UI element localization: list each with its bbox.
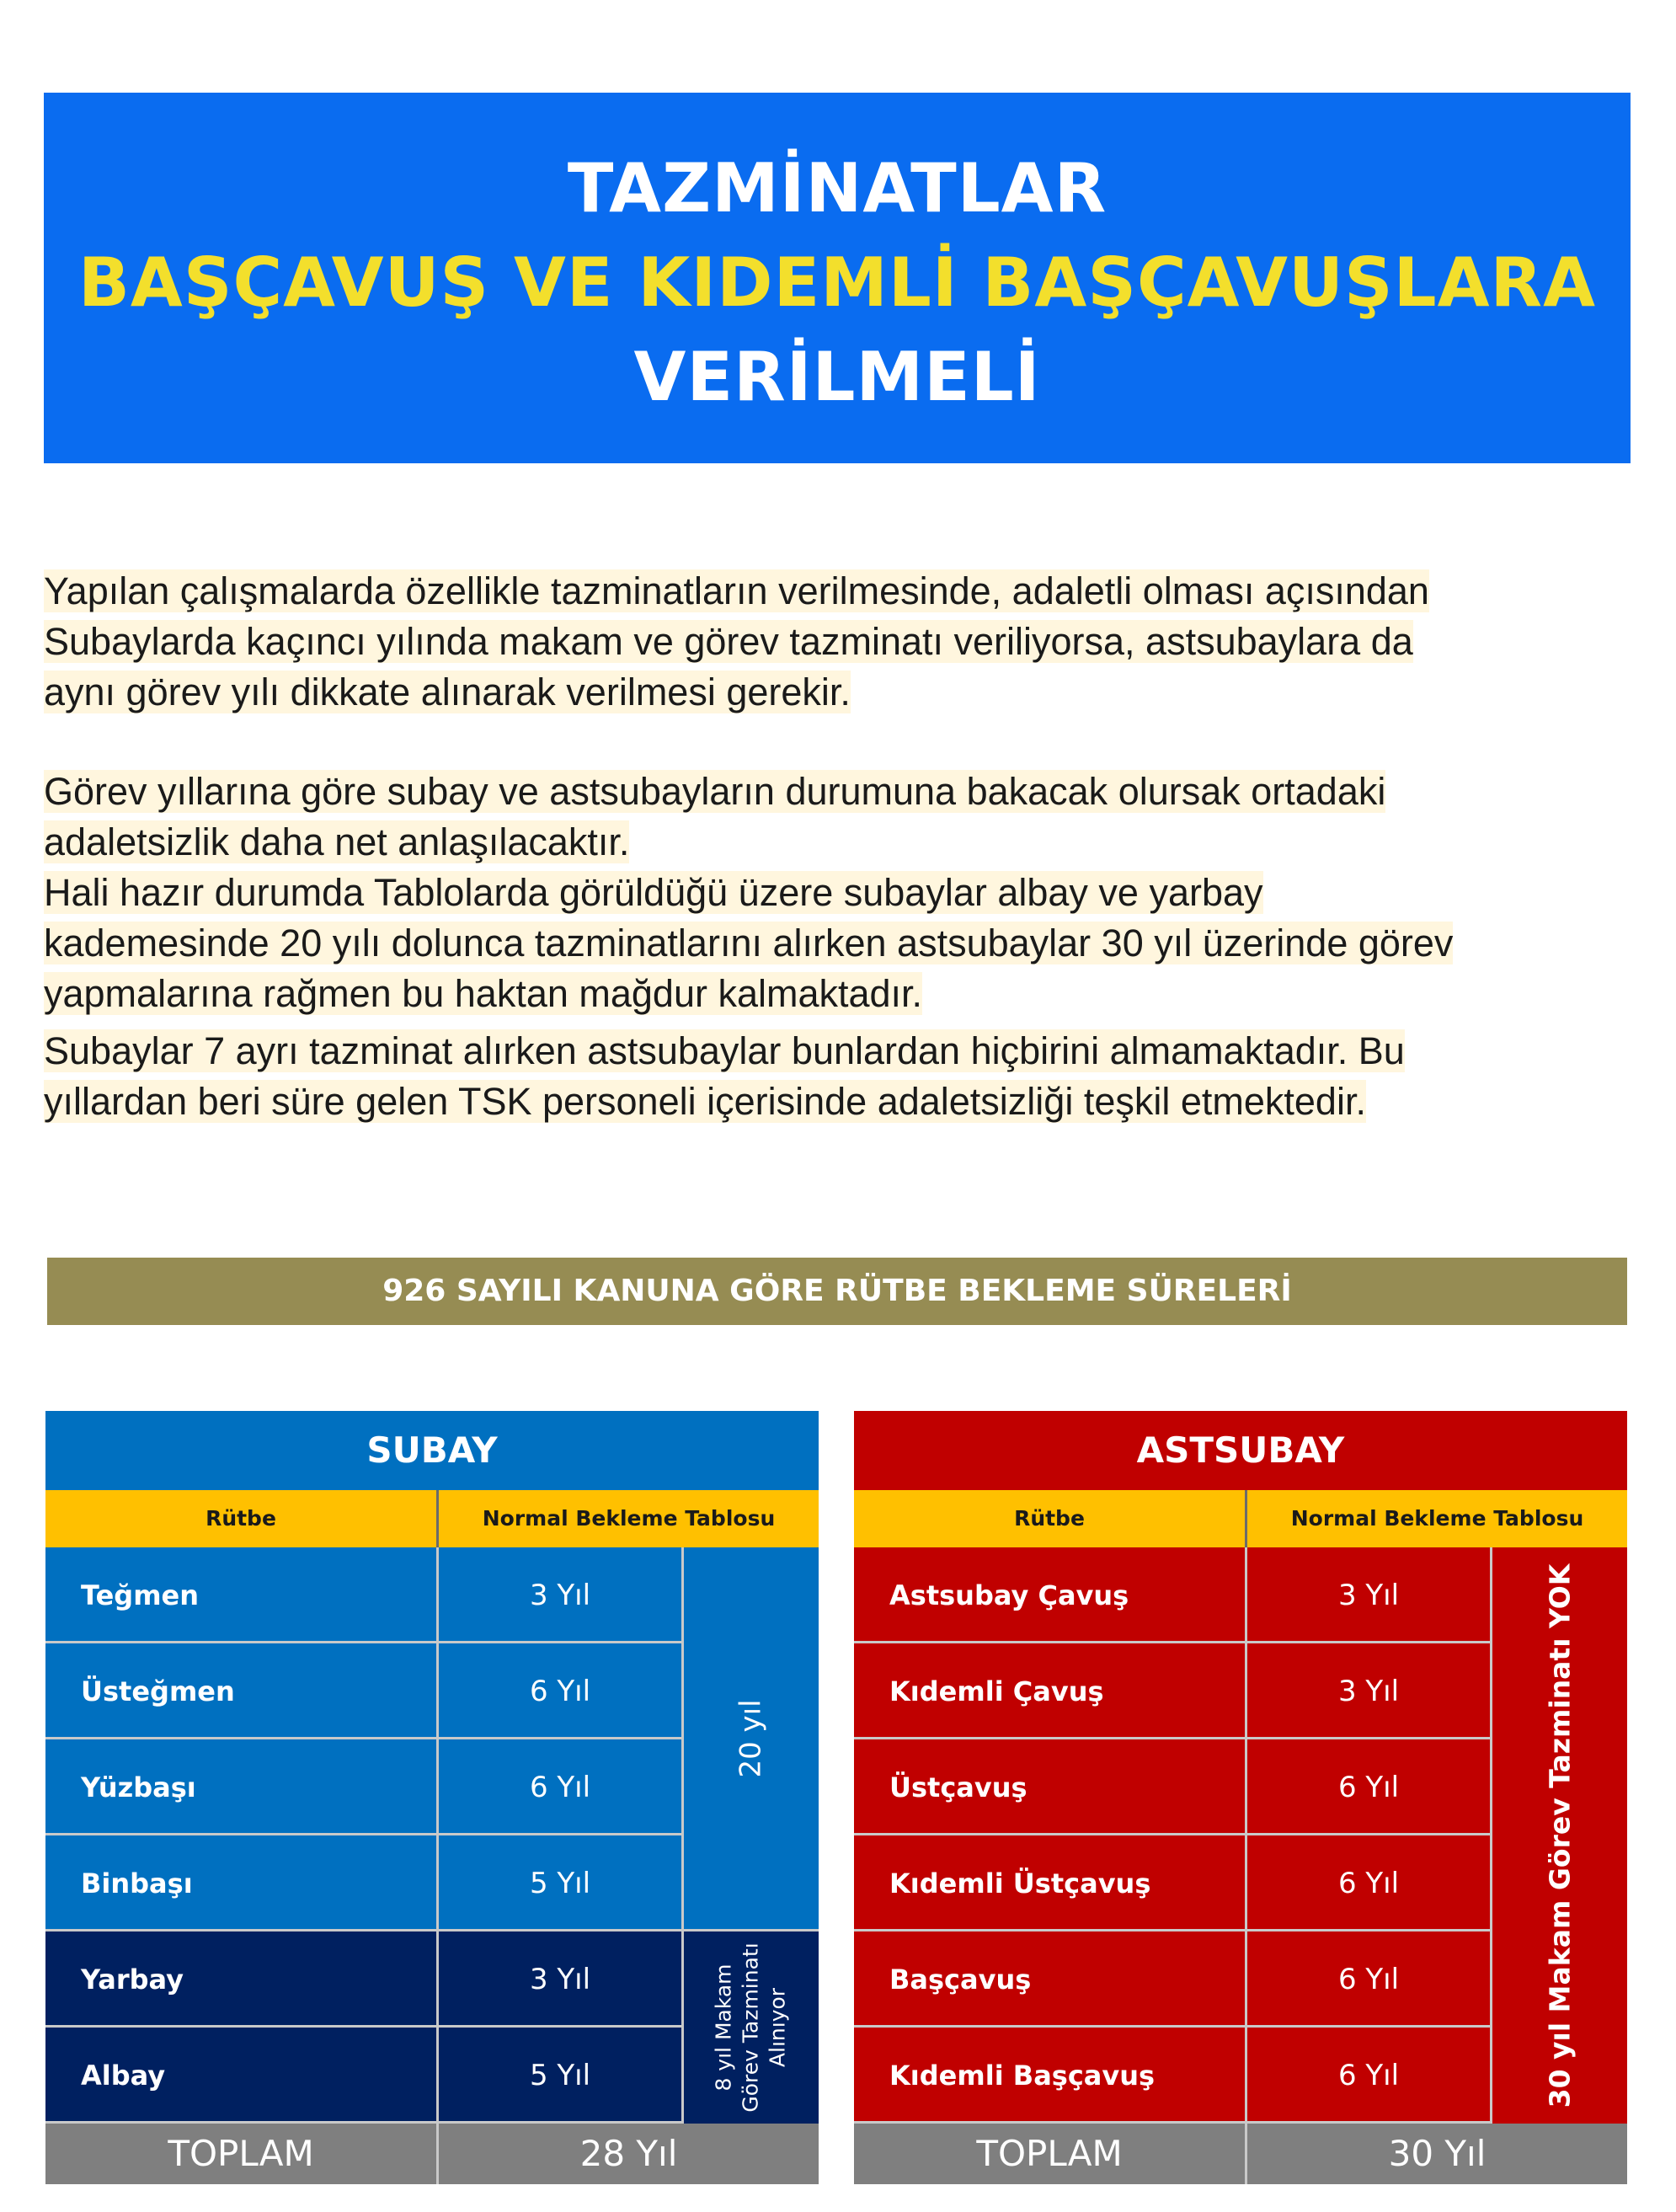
table-row-rank: Kıdemli Çavuş	[854, 1643, 1247, 1739]
banner-subtitle: BAŞÇAVUŞ VE KIDEMLİ BAŞÇAVUŞLARA	[77, 243, 1597, 322]
paragraph-line: Subaylarda kaçıncı yılında makam ve görev tazminatı veriliyorsa, astsubaylara da	[44, 620, 1413, 663]
section-title: 926 SAYILI KANUNA GÖRE RÜTBE BEKLEME SÜRELERİ	[47, 1258, 1627, 1325]
astsubay-table	[854, 1411, 1627, 2184]
paragraph-line: adaletsizlik daha net anlaşılacaktır.	[44, 820, 630, 863]
table-row-rank: Üstçavuş	[854, 1739, 1247, 1835]
paragraph-3	[44, 868, 1636, 1019]
body-text	[44, 566, 1636, 1127]
subay-total-label: TOPLAM	[45, 2124, 439, 2184]
astsubay-no-tazminat-label: 30 yıl Makam Görev Tazminatı YOK	[1543, 1563, 1577, 2108]
table-row-rank: Teğmen	[45, 1547, 439, 1643]
table-row-rank: Yüzbaşı	[45, 1739, 439, 1835]
table-row-wait: 6 Yıl	[1247, 1931, 1492, 2028]
paragraph-2	[44, 767, 1636, 868]
subay-total-value: 28 Yıl	[439, 2124, 819, 2184]
table-row-rank: Astsubay Çavuş	[854, 1547, 1247, 1643]
banner-subtitle-end: VERİLMELİ	[633, 338, 1041, 416]
table-row-wait: 3 Yıl	[439, 1931, 684, 2028]
table-row-wait: 5 Yıl	[439, 2028, 684, 2124]
paragraph-line: yıllardan beri süre gelen TSK personeli içerisinde adaletsizliği teşkil etmektedir.	[44, 1080, 1366, 1123]
table-row-rank: Kıdemli Başçavuş	[854, 2028, 1247, 2124]
subay-20-year-note	[684, 1547, 819, 1931]
subay-20-year-label: 20 yıl	[734, 1698, 768, 1778]
subay-tazminat-line: Görev Tazminatı	[739, 1942, 763, 2113]
table-row-rank: Yarbay	[45, 1931, 439, 2028]
table-row-wait: 6 Yıl	[439, 1643, 684, 1739]
subay-tazminat-line: Alınıyor	[766, 1987, 790, 2068]
astsubay-total-label: TOPLAM	[854, 2124, 1247, 2184]
subay-tazminat-note	[684, 1931, 819, 2124]
paragraph-1	[44, 566, 1636, 718]
paragraph-line: kademesinde 20 yılı dolunca tazminatlarını alırken astsubaylar 30 yıl üzerinde görev	[44, 922, 1454, 964]
paragraph-line: Hali hazır durumda Tablolarda görüldüğü üzere subaylar albay ve yarbay	[44, 871, 1263, 914]
paragraph-line: Yapılan çalışmalarda özellikle tazminatların verilmesinde, adaletli olması açısından	[44, 569, 1429, 612]
table-row-wait: 3 Yıl	[1247, 1547, 1492, 1643]
table-row-wait: 6 Yıl	[1247, 2028, 1492, 2124]
paragraph-line: Subaylar 7 ayrı tazminat alırken astsubaylar bunlardan hiçbirini almamaktadır. Bu	[44, 1029, 1405, 1072]
paragraph-4	[44, 1026, 1636, 1127]
column-header-wait: Normal Bekleme Tablosu	[439, 1490, 819, 1547]
paragraph-line: Görev yıllarına göre subay ve astsubayların durumuna bakacak olursak ortadaki	[44, 770, 1386, 813]
table-row-wait: 5 Yıl	[439, 1835, 684, 1931]
banner-title: TAZMİNATLAR	[567, 149, 1108, 227]
subay-table-title: SUBAY	[45, 1411, 819, 1490]
table-row-rank: Başçavuş	[854, 1931, 1247, 2028]
table-row-rank: Üsteğmen	[45, 1643, 439, 1739]
column-header-rank: Rütbe	[854, 1490, 1247, 1547]
table-row-wait: 6 Yıl	[439, 1739, 684, 1835]
subay-table	[45, 1411, 819, 2184]
table-row-rank: Binbaşı	[45, 1835, 439, 1931]
column-header-wait: Normal Bekleme Tablosu	[1247, 1490, 1627, 1547]
astsubay-table-title: ASTSUBAY	[854, 1411, 1627, 1490]
table-row-wait: 3 Yıl	[1247, 1643, 1492, 1739]
astsubay-no-tazminat-note	[1492, 1547, 1627, 2124]
table-row-wait: 6 Yıl	[1247, 1835, 1492, 1931]
astsubay-total-value: 30 Yıl	[1247, 2124, 1627, 2184]
paragraph-line: yapmalarına rağmen bu haktan mağdur kalmaktadır.	[44, 972, 923, 1015]
table-row-rank: Kıdemli Üstçavuş	[854, 1835, 1247, 1931]
paragraph-line: aynı görev yılı dikkate alınarak verilmesi gerekir.	[44, 671, 851, 713]
table-row-wait: 6 Yıl	[1247, 1739, 1492, 1835]
subay-tazminat-line: 8 yıl Makam	[712, 1964, 736, 2092]
table-row-rank: Albay	[45, 2028, 439, 2124]
column-header-rank: Rütbe	[45, 1490, 439, 1547]
header-banner	[44, 93, 1631, 463]
table-row-wait: 3 Yıl	[439, 1547, 684, 1643]
